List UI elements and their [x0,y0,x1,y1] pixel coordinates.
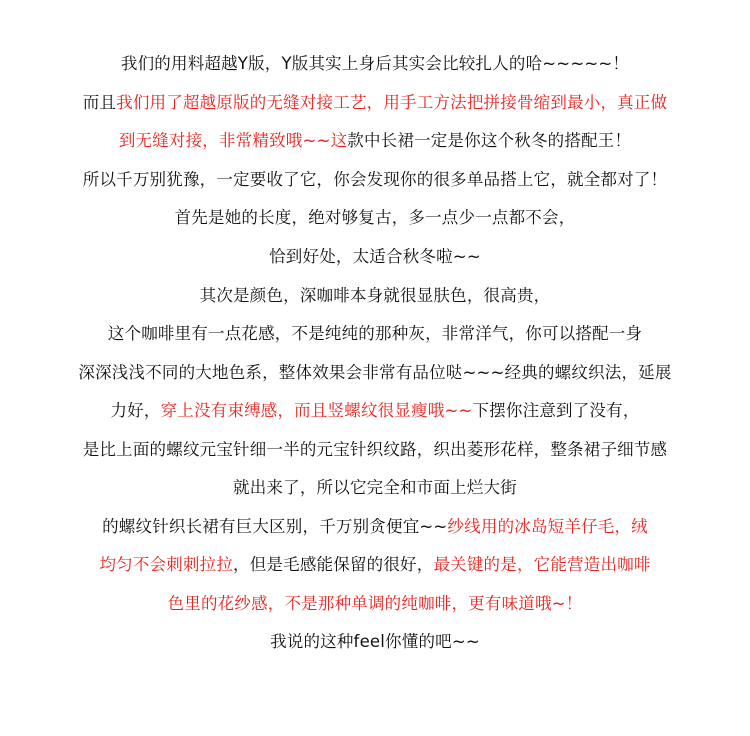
text-line-9 [0,361,750,385]
text-line-1 [0,52,750,76]
text-line-5 [0,206,750,230]
highlighted-text-segment: 均匀不会刺刺拉拉 [99,555,234,574]
text-segment: 所以千万别犹豫，一定要收了它，你会发现你的很多单品搭上它，就全都对了！ [82,170,668,189]
text-line-12 [0,476,750,500]
text-line-16 [0,630,750,654]
text-segment: 是比上面的螺纹元宝针细一半的元宝针织纹路，织出菱形花样，整条裙子细节感 [82,440,668,459]
text-segment: 下摆你注意到了没有， [472,401,640,420]
text-segment: 这个咖啡里有一点花感，不是纯纯的那种灰，非常洋气，你可以搭配一身 [107,324,643,343]
text-line-3 [0,129,750,153]
text-segment: 力好， [110,401,161,420]
highlighted-text-segment: 我们用了超越原版的无缝对接工艺，用手工方法把拼接骨缩到最小，真正做 [116,93,668,112]
text-segment: 其次是颜色，深咖啡本身就很显肤色，很高贵， [199,286,551,305]
text-segment: 款中长裙一定是你这个秋冬的搭配王！ [347,131,632,150]
highlighted-text-segment: 到无缝对接，非常精致哦~~这 [118,131,348,150]
text-segment: 的螺纹针织长裙有巨大区别，千万别贪便宜~~ [102,517,448,536]
text-segment: 就出来了，所以它完全和市面上烂大街 [233,478,517,497]
text-segment: 而且 [82,93,117,112]
highlighted-text-segment: 最关键的是，它能营造出咖啡 [433,555,651,574]
text-line-6 [0,245,750,269]
highlighted-text-segment: 纱线用的冰岛短羊仔毛，绒 [447,517,648,536]
text-segment: 深深浅浅不同的大地色系，整体效果会非常有品位哒~~~经典的螺纹织法，延展 [78,363,672,382]
text-line-11 [0,438,750,462]
text-line-4 [0,168,750,192]
text-line-13 [0,515,750,539]
text-line-8 [0,322,750,346]
text-line-15 [0,592,750,616]
text-line-7 [0,284,750,308]
highlighted-text-segment: 色里的花纱感，不是那种单调的纯咖啡，更有味道哦~！ [167,594,583,613]
highlighted-text-segment: 穿上没有束缚感，而且竖螺纹很显瘦哦~~ [160,401,473,420]
text-line-14 [0,553,750,577]
text-segment: 我说的这种feel你懂的吧~~ [270,632,480,651]
text-segment: 我们的用料超越Y版，Y版其实上身后其实会比较扎人的哈~~~~~！ [120,54,630,73]
text-line-10 [0,399,750,423]
text-segment: 恰到好处，太适合秋冬啦~~ [269,247,481,266]
text-segment: ，但是毛感能保留的很好， [233,555,434,574]
text-line-2 [0,91,750,115]
text-segment: 首先是她的长度，绝对够复古，多一点少一点都不会， [174,208,576,227]
